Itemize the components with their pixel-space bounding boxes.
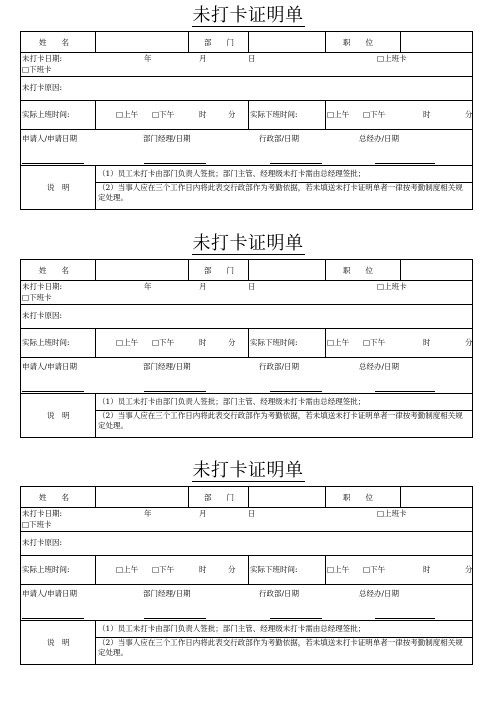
- year-label: 年: [144, 509, 152, 518]
- position-field[interactable]: [401, 487, 473, 507]
- off-minute-label: 分: [465, 110, 473, 119]
- sig-gm-line[interactable]: [375, 618, 435, 619]
- row-basic-info: [20, 259, 473, 281]
- off-pm-checkbox[interactable]: □下午: [363, 338, 386, 347]
- note-2: （2）当事人应在三个工作日内将此表交行政部作为考勤依据，若未填送未打卡证明单者一律按考勤制度相关规定处理。: [98, 638, 463, 657]
- on-am-checkbox[interactable]: □上午: [116, 565, 139, 574]
- off-am-checkbox[interactable]: □上午: [327, 565, 350, 574]
- reason-label: 未打卡原因:: [22, 538, 63, 547]
- day-label: 日: [248, 54, 256, 63]
- off-hour-label: 时: [423, 110, 431, 119]
- on-hour-label: 时: [199, 338, 207, 347]
- form-title: 未打卡证明单: [192, 5, 304, 26]
- dept-label: 部 门: [204, 493, 234, 502]
- row-signatures: [20, 358, 473, 394]
- reason-label: 未打卡原因:: [22, 83, 63, 92]
- sig-applicant-line[interactable]: [22, 618, 84, 619]
- dept-field[interactable]: [249, 32, 325, 52]
- row-reason: [20, 532, 473, 556]
- sig-applicant-line[interactable]: [22, 391, 84, 392]
- sig-gm-line[interactable]: [375, 163, 435, 164]
- off-minute-label: 分: [465, 565, 473, 574]
- name-label: 姓 名: [39, 493, 69, 502]
- sig-gm-label: 总经办/日期: [359, 134, 400, 143]
- sig-manager-label: 部门经理/日期: [143, 589, 191, 598]
- missed-date-label: 未打卡日期:: [22, 54, 63, 63]
- name-label: 姓 名: [39, 38, 69, 47]
- reason-field[interactable]: [81, 305, 472, 328]
- on-am-checkbox[interactable]: □上午: [116, 110, 139, 119]
- form-table: [20, 31, 473, 210]
- row-notes: [20, 394, 473, 438]
- form-title: 未打卡证明单: [192, 460, 304, 481]
- note-1: （1）员工未打卡由部门负责人签批；部门主管、经理级未打卡需由总经理签批；: [98, 624, 366, 633]
- row-missed-date: [20, 53, 473, 77]
- on-pm-checkbox[interactable]: □下午: [152, 565, 175, 574]
- position-field[interactable]: [401, 32, 473, 52]
- month-label: 月: [199, 282, 207, 291]
- sig-manager-label: 部门经理/日期: [143, 134, 191, 143]
- clock-in-checkbox[interactable]: □上班卡: [377, 282, 407, 291]
- actual-on-label: 实际上班时间:: [22, 565, 70, 574]
- position-label: 职 位: [343, 266, 373, 275]
- sig-manager-line[interactable]: [144, 618, 206, 619]
- row-reason: [20, 305, 473, 329]
- row-notes: [20, 621, 473, 665]
- sig-gm-label: 总经办/日期: [359, 362, 400, 371]
- on-pm-checkbox[interactable]: □下午: [152, 338, 175, 347]
- year-label: 年: [144, 282, 152, 291]
- dept-field[interactable]: [249, 260, 325, 280]
- actual-off-label: 实际下班时间:: [250, 338, 298, 347]
- note-1: （1）员工未打卡由部门负责人签批；部门主管、经理级未打卡需由总经理签批；: [98, 397, 366, 406]
- row-reason: [20, 77, 473, 101]
- row-missed-date: [20, 508, 473, 532]
- dept-field[interactable]: [249, 487, 325, 507]
- notes-label: 说 明: [47, 411, 70, 420]
- sig-applicant-label: 申请人/申请日期: [22, 362, 78, 371]
- on-hour-label: 时: [199, 110, 207, 119]
- day-label: 日: [248, 282, 256, 291]
- name-field[interactable]: [96, 32, 188, 52]
- position-field[interactable]: [401, 260, 473, 280]
- on-minute-label: 分: [228, 565, 236, 574]
- clock-out-checkbox[interactable]: □下班卡: [22, 65, 52, 74]
- dept-label: 部 门: [204, 38, 234, 47]
- row-notes: [20, 166, 473, 210]
- sig-gm-label: 总经办/日期: [359, 589, 400, 598]
- row-signatures: [20, 585, 473, 621]
- row-actual-times: [20, 556, 473, 585]
- sig-gm-line[interactable]: [375, 391, 435, 392]
- form-table: [20, 486, 473, 665]
- sig-applicant-label: 申请人/申请日期: [22, 589, 78, 598]
- missed-date-label: 未打卡日期:: [22, 509, 63, 518]
- reason-field[interactable]: [81, 532, 472, 555]
- clock-in-checkbox[interactable]: □上班卡: [377, 54, 407, 63]
- sig-admin-line[interactable]: [270, 391, 322, 392]
- off-am-checkbox[interactable]: □上午: [327, 110, 350, 119]
- sig-applicant-line[interactable]: [22, 163, 84, 164]
- reason-field[interactable]: [81, 77, 472, 100]
- note-1: （1）员工未打卡由部门负责人签批；部门主管、经理级未打卡需由总经理签批；: [98, 169, 366, 178]
- position-label: 职 位: [343, 38, 373, 47]
- clock-out-checkbox[interactable]: □下班卡: [22, 520, 52, 529]
- clock-in-checkbox[interactable]: □上班卡: [377, 509, 407, 518]
- off-pm-checkbox[interactable]: □下午: [363, 110, 386, 119]
- sig-manager-label: 部门经理/日期: [143, 362, 191, 371]
- on-pm-checkbox[interactable]: □下午: [152, 110, 175, 119]
- row-signatures: [20, 130, 473, 166]
- actual-off-label: 实际下班时间:: [250, 565, 298, 574]
- year-label: 年: [144, 54, 152, 63]
- month-label: 月: [199, 54, 207, 63]
- notes-label: 说 明: [47, 638, 70, 647]
- actual-on-label: 实际上班时间:: [22, 110, 70, 119]
- actual-off-label: 实际下班时间:: [250, 110, 298, 119]
- sig-admin-label: 行政部/日期: [259, 362, 300, 371]
- sig-admin-label: 行政部/日期: [259, 589, 300, 598]
- off-hour-label: 时: [423, 338, 431, 347]
- form-table: [20, 259, 473, 438]
- name-field[interactable]: [96, 487, 188, 507]
- reason-label: 未打卡原因:: [22, 311, 63, 320]
- sig-applicant-label: 申请人/申请日期: [22, 134, 78, 143]
- row-basic-info: [20, 31, 473, 53]
- row-actual-times: [20, 329, 473, 358]
- name-field[interactable]: [96, 260, 188, 280]
- row-actual-times: [20, 101, 473, 130]
- dept-label: 部 门: [204, 266, 234, 275]
- position-label: 职 位: [343, 493, 373, 502]
- off-am-checkbox[interactable]: □上午: [327, 338, 350, 347]
- off-minute-label: 分: [465, 338, 473, 347]
- actual-on-label: 实际上班时间:: [22, 338, 70, 347]
- sig-admin-line[interactable]: [270, 163, 322, 164]
- missed-date-label: 未打卡日期:: [22, 282, 63, 291]
- name-label: 姓 名: [39, 266, 69, 275]
- on-minute-label: 分: [228, 110, 236, 119]
- form-title: 未打卡证明单: [192, 233, 304, 254]
- sig-admin-line[interactable]: [270, 618, 322, 619]
- note-2: （2）当事人应在三个工作日内将此表交行政部作为考勤依据，若未填送未打卡证明单者一律按考勤制度相关规定处理。: [98, 411, 463, 430]
- off-hour-label: 时: [423, 565, 431, 574]
- day-label: 日: [248, 509, 256, 518]
- row-basic-info: [20, 486, 473, 508]
- note-2: （2）当事人应在三个工作日内将此表交行政部作为考勤依据，若未填送未打卡证明单者一律按考勤制度相关规定处理。: [98, 183, 463, 202]
- off-pm-checkbox[interactable]: □下午: [363, 565, 386, 574]
- on-hour-label: 时: [199, 565, 207, 574]
- sig-manager-line[interactable]: [144, 163, 206, 164]
- on-am-checkbox[interactable]: □上午: [116, 338, 139, 347]
- notes-label: 说 明: [47, 183, 70, 192]
- on-minute-label: 分: [228, 338, 236, 347]
- sig-admin-label: 行政部/日期: [259, 134, 300, 143]
- sig-manager-line[interactable]: [144, 391, 206, 392]
- month-label: 月: [199, 509, 207, 518]
- row-missed-date: [20, 281, 473, 305]
- clock-out-checkbox[interactable]: □下班卡: [22, 293, 52, 302]
